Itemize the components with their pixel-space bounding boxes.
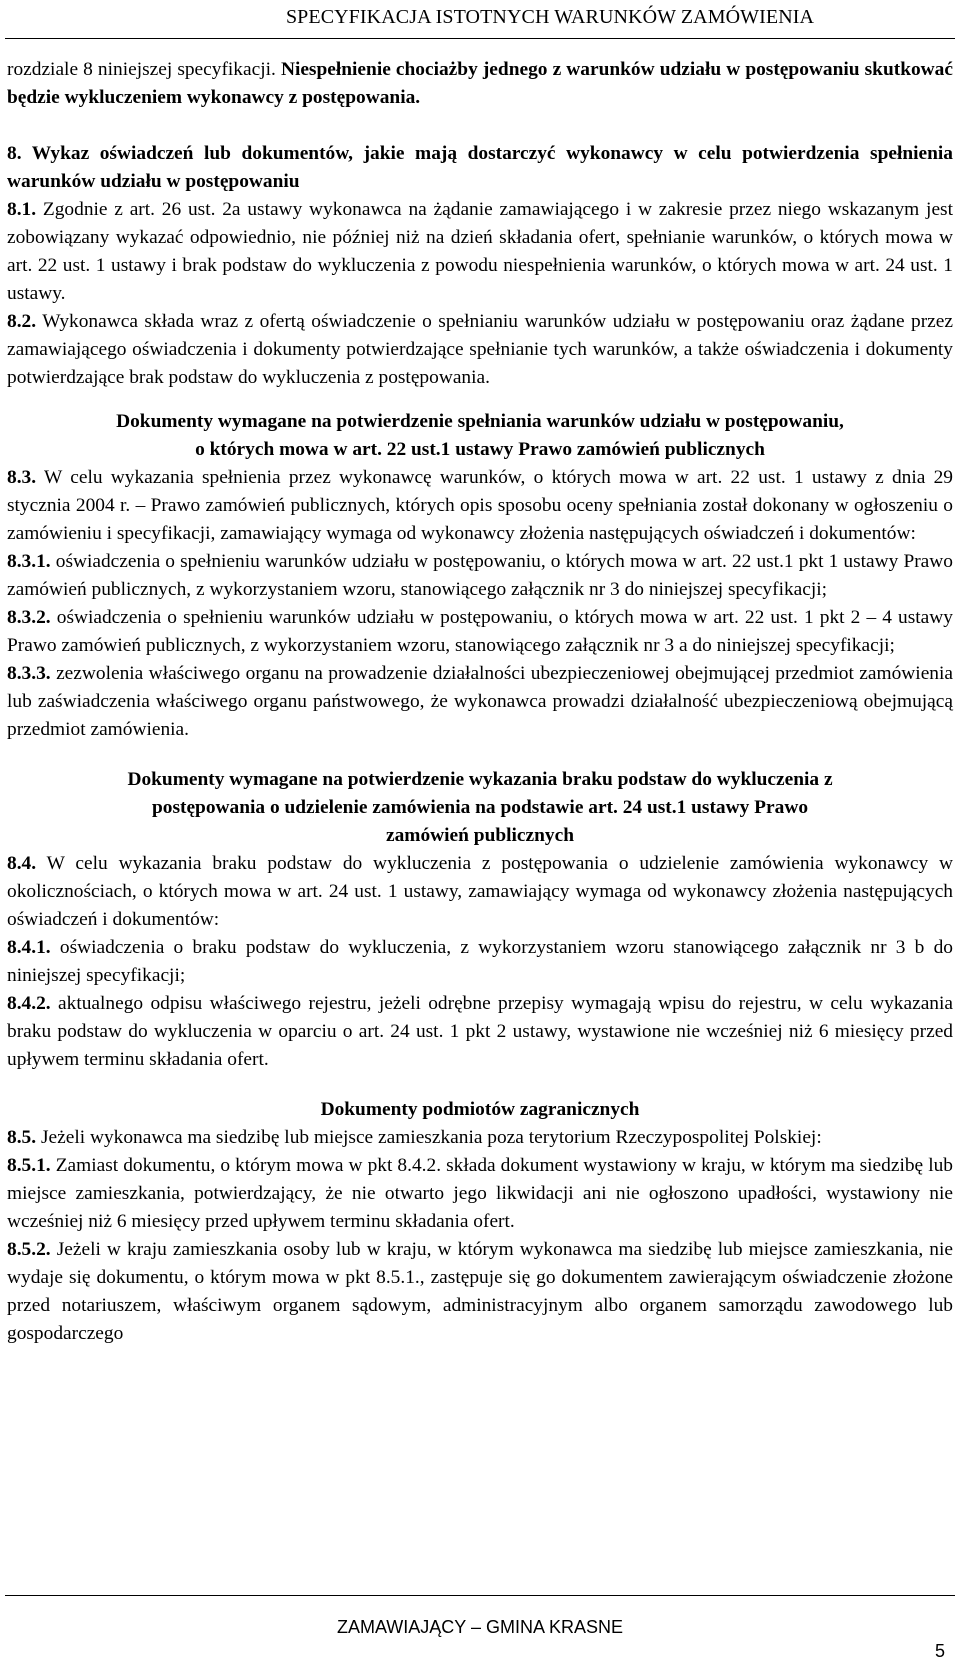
intro-paragraph	[7, 56, 953, 112]
section-number: 8.5.2.	[7, 1239, 51, 1260]
section-text: oświadczenia o spełnieniu warunków udziału w postępowaniu, o których mowa w art. 22 ust.1 pkt 1 ustawy Prawo zamówień publicznych, z wykorzystaniem wzoru, stanowiącego załącznik nr 3 do niniejszej specyfikacji;	[7, 551, 953, 600]
section-number: 8.3.2.	[7, 607, 51, 628]
section-8-4	[7, 850, 953, 934]
section-text: Wykonawca składa wraz z ofertą oświadczenie o spełnianiu warunków udziału w postępowaniu oraz żądane przez zamawiającego oświadczenia i dokumenty potwierdzające spełnianie tych warunków, a także oświadczenia i dokumenty potwierdzające brak podstaw do wykluczenia z postępowania.	[7, 311, 953, 388]
section-text: Jeżeli w kraju zamieszkania osoby lub w kraju, w którym wykonawca ma siedzibę lub miejsce zamieszkania, nie wydaje się dokumentu, o którym mowa w pkt 8.5.1., zastępuje się go dokumentem zawierającym oświadczenie złożone przed notariuszem, właściwym organem sądowym, administracyjnym albo organem samorządu zawodowego lub gospodarczego	[7, 1239, 953, 1344]
section-text: Zamiast dokumentu, o którym mowa w pkt 8.4.2. składa dokument wystawiony w kraju, w którym ma siedzibę lub miejsce zamieszkania, potwierdzający, że nie otwarto jego likwidacji ani nie ogłoszono upadłości, wystawiony nie wcześniej niż 6 miesięcy przed upływem terminu składania ofert.	[7, 1155, 953, 1232]
section-8-5-1	[7, 1152, 953, 1236]
section-number: 8.5.1.	[7, 1155, 51, 1176]
section-number: 8.1.	[7, 199, 37, 220]
page-header: SPECYFIKACJA ISTOTNYCH WARUNKÓW ZAMÓWIENIA	[285, 6, 815, 28]
section-8-title: 8. Wykaz oświadczeń lub dokumentów, jakie mają dostarczyć wykonawcy w celu potwierdzenia spełnienia warunków udziału w postępowaniu	[7, 143, 953, 192]
heading-foreign-entities: Dokumenty podmiotów zagranicznych	[320, 1099, 640, 1120]
section-number: 8.4.1.	[7, 937, 51, 958]
heading-exclusion-documents: Dokumenty wymagane na potwierdzenie wykazania braku podstaw do wykluczenia z postępowania o udzielenie zamówienia na podstawie art. 24 ust.1 ustawy Prawo zamówień publicznych	[127, 769, 833, 846]
section-text: W celu wykazania spełnienia przez wykonawcę warunków, o których mowa w art. 22 ust. 1 ustawy z dnia 29 stycznia 2004 r. – Prawo zamówień publicznych, których opis sposobu oceny spełniania został dokonany w ogłoszeniu o zamówieniu i specyfikacji, zamawiający wymaga od wykonawcy złożenia następujących oświadczeń i dokumentów:	[7, 467, 953, 544]
page-footer: ZAMAWIAJĄCY – GMINA KRASNE	[336, 1617, 624, 1637]
section-text: zezwolenia właściwego organu na prowadzenie działalności ubezpieczeniowej obejmującej przedmiot zamówienia lub zaświadczenia właściwego organu państwowego, że wykonawca prowadzi działalność ubezpieczeniową obejmującą przedmiot zamówienia.	[7, 663, 953, 740]
section-8-5	[7, 1124, 953, 1152]
section-8-3	[7, 464, 953, 548]
section-number: 8.5.	[7, 1127, 37, 1148]
section-number: 8.2.	[7, 311, 37, 332]
footer-divider	[5, 1595, 955, 1596]
section-number: 8.3.	[7, 467, 37, 488]
section-8-3-2	[7, 604, 953, 660]
page-number: 5	[934, 1641, 945, 1661]
document-body	[7, 56, 953, 1348]
section-number: 8.4.	[7, 853, 37, 874]
section-text: oświadczenia o spełnieniu warunków udziału w postępowaniu, o których mowa w art. 22 ust. 1 pkt 2 – 4 ustawy Prawo zamówień publicznych, z wykorzystaniem wzoru, stanowiącego załącznik nr 3 a do niniejszej specyfikacji;	[7, 607, 953, 656]
section-number: 8.3.3.	[7, 663, 51, 684]
section-8-2	[7, 308, 953, 392]
section-8-4-1	[7, 934, 953, 990]
section-8-1	[7, 196, 953, 308]
section-number: 8.4.2.	[7, 993, 51, 1014]
header-divider	[5, 38, 955, 39]
section-8-4-2	[7, 990, 953, 1074]
section-text: oświadczenia o braku podstaw do wykluczenia, z wykorzystaniem wzoru stanowiącego załącznik nr 3 b do niniejszej specyfikacji;	[7, 937, 953, 986]
section-number: 8.3.1.	[7, 551, 51, 572]
section-text: Jeżeli wykonawca ma siedzibę lub miejsce zamieszkania poza terytorium Rzeczypospolitej Polskiej:	[40, 1127, 822, 1148]
heading-participation-documents: Dokumenty wymagane na potwierdzenie spełniania warunków udziału w postępowaniu, o których mowa w art. 22 ust.1 ustawy Prawo zamówień publicznych	[116, 411, 844, 460]
intro-bold-text: Niespełnienie chociażby jednego z warunków udziału w postępowaniu skutkować będzie wykluczeniem wykonawcy z postępowania.	[7, 59, 953, 108]
intro-text: rozdziale 8 niniejszej specyfikacji.	[7, 59, 276, 80]
section-8-3-1	[7, 548, 953, 604]
section-8-5-2	[7, 1236, 953, 1348]
section-text: W celu wykazania braku podstaw do wykluczenia z postępowania o udzielenie zamówienia wykonawcy w okolicznościach, o których mowa w art. 24 ust. 1 ustawy, zamawiający wymaga od wykonawcy złożenia następujących oświadczeń i dokumentów:	[7, 853, 954, 930]
section-text: aktualnego odpisu właściwego rejestru, jeżeli odrębne przepisy wymagają wpisu do rejestru, w celu wykazania braku podstaw do wykluczenia w oparciu o art. 24 ust. 1 pkt 2 ustawy, wystawione nie wcześniej niż 6 miesięcy przed upływem terminu składania ofert.	[7, 993, 953, 1070]
section-8-3-3	[7, 660, 953, 744]
section-text: Zgodnie z art. 26 ust. 2a ustawy wykonawca na żądanie zamawiającego i w zakresie przez niego wskazanym jest zobowiązany wykazać odpowiednio, nie później niż na dzień składania ofert, spełnianie warunków, o których mowa w art. 22 ust. 1 ustawy i brak podstaw do wykluczenia z powodu niespełnienia warunków, o których mowa w art. 24 ust. 1 ustawy.	[7, 199, 953, 304]
